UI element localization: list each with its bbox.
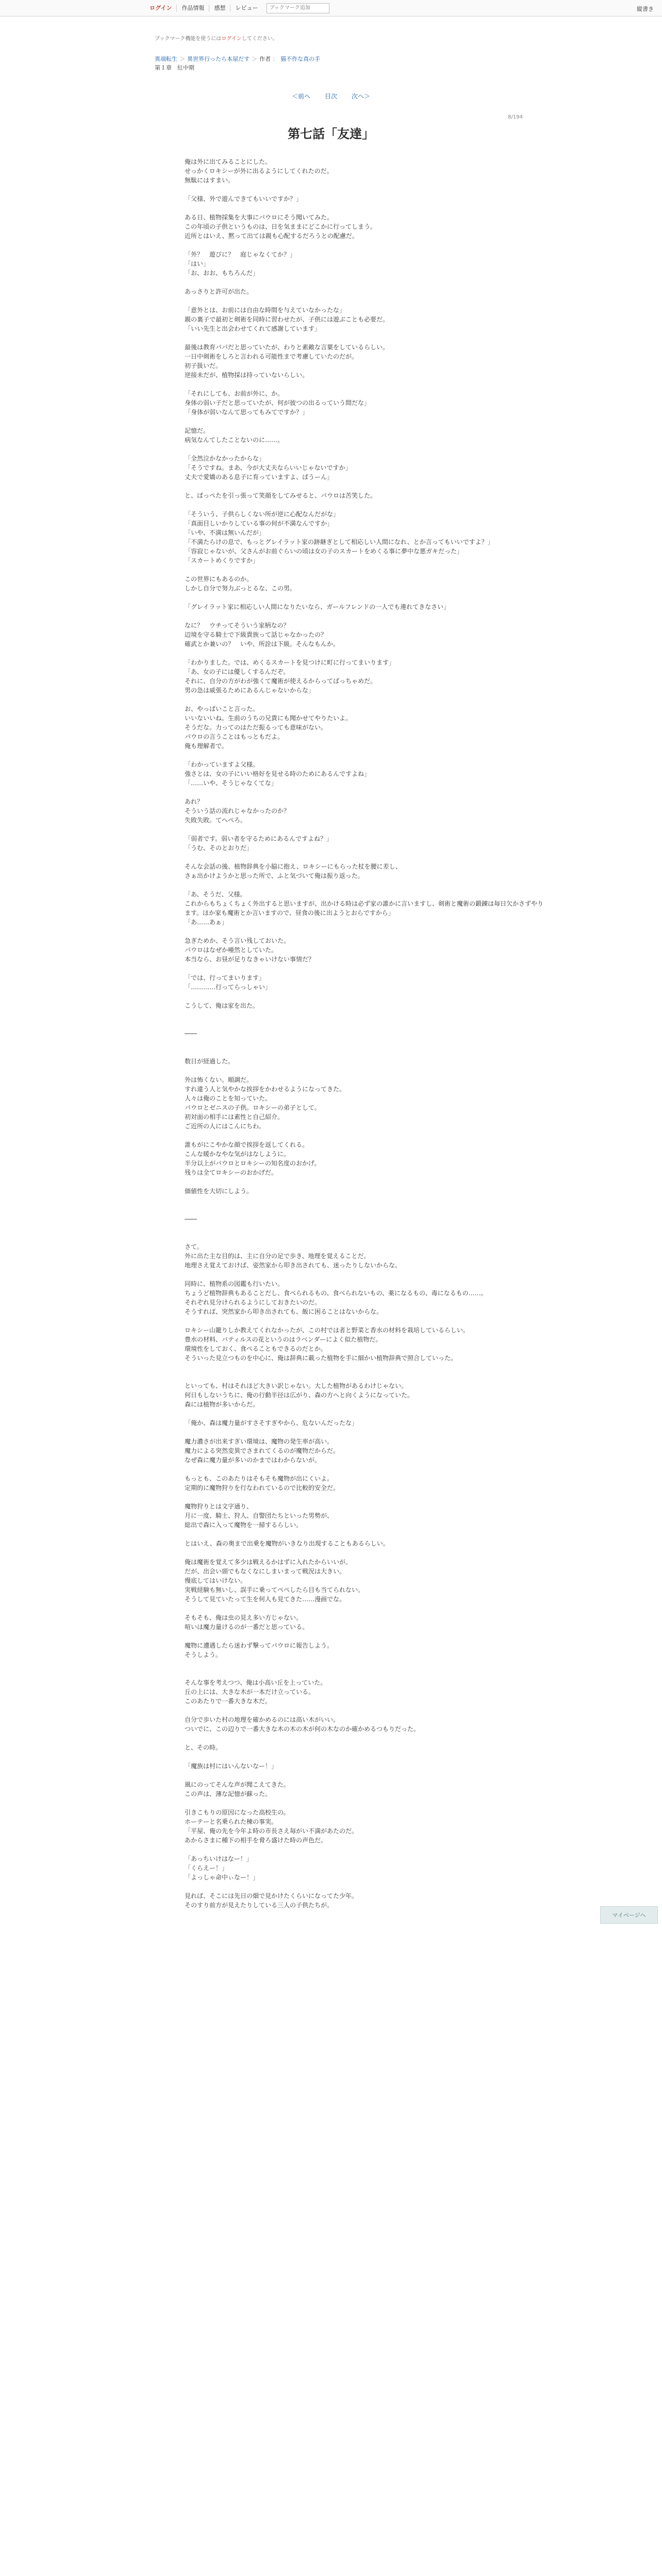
novel-paragraph [185,1205,545,1214]
novel-paragraph: 「では、行ってまいります」 [185,974,266,981]
novel-paragraph: 「それにしても、お前が外に、か。 [185,390,284,397]
my-page-button[interactable]: マイページへ [600,1906,658,1924]
novel-paragraph [185,1066,545,1075]
novel-paragraph [185,1010,545,1020]
next-page-link[interactable]: 次へ＞ [351,93,370,100]
bookmark-input[interactable] [267,3,329,13]
novel-paragraph [185,1363,545,1372]
novel-paragraph: 外に出た主な目的は、主に自分の足で歩き、地理を覚えることだ。 [185,1252,370,1260]
novel-paragraph: ちょうど植物辞典もあることだし、食べられるもの、食べられないもの、薬になるもの、毒になるもの……。 [185,1290,487,1297]
novel-paragraph: 外は怖くない。順調だ。 [185,1076,253,1083]
breadcrumb-series[interactable]: 異端転生 [155,56,177,62]
novel-paragraph: すれ違う人と気やかな挨拶をかわせるようになってきた。 [185,1086,346,1093]
novel-paragraph: 「容寂じゃないが、父さんがお前ぐらいの頃は女の子のスカートをめくる事に夢中な悪ガキだった」 [185,548,464,555]
novel-paragraph: 森には植物が多いからだ。 [185,1401,259,1408]
novel-paragraph: そんな会話の後、植物辞典を小脇に抱え、ロキシーにもらった杖を腰に差し、 [185,863,402,870]
novel-paragraph: ある日、植物採集を大事にパウロにそう聞いてみた。 [185,214,334,221]
novel-paragraph [185,1548,545,1557]
novel-paragraph: 「外？ 遊びに？ 庭じゃなくてか？」 [185,251,296,258]
novel-paragraph: そうすれば、突然家から叩き出されても、飯に困ることはないからな。 [185,1308,383,1315]
novel-paragraph: この声は、薄な記憶が蘇った。 [185,1790,272,1798]
novel-paragraph [185,565,545,574]
novel-paragraph: 「意外とは、お前には自由な時間を与えていなかったな」 [185,307,346,314]
toc-link[interactable]: 目次 [324,93,337,100]
novel-paragraph: 地理さえ覚えておけば、姿然家から叩き出されても、迷ったりしないからな。 [185,1262,402,1269]
novel-paragraph: そのすり前方が見えたりしている三人の子供たちが。 [185,1902,334,1909]
novel-paragraph [185,1734,545,1743]
novel-paragraph: 数日が経過した。 [185,1058,235,1065]
novel-paragraph: 「グレイラット家に相応しい人間になりたいなら、ガールフレンドの一人でも連れてきなさい」 [185,603,450,611]
novel-paragraph: この世界にもあるのか。 [185,575,253,583]
novel-paragraph: 「……いや、そうじゃなくてな」 [185,779,277,787]
novel-paragraph: そうしよう。 [185,1651,222,1658]
novel-paragraph: そもそも、俺は虫の見え多い方じゃない。 [185,1614,303,1621]
novel-paragraph [185,593,545,602]
novel-paragraph: 近所とはいえ、黙って出ては親も心配するだろうとの配慮だ。 [185,232,358,240]
novel-paragraph: 引きこもりの原因になった高校生の。 [185,1809,290,1816]
novel-paragraph: 強さとは、女の子にいい格好を見せる時のためにあるんですよね」 [185,770,371,777]
nav-link-reviews[interactable]: レビュー [235,4,258,11]
novel-paragraph: 魔物に遭遇したら迷わず撃ってパウロに報告しよう。 [185,1642,334,1649]
novel-paragraph [185,1659,545,1669]
novel-paragraph: あれ？ [185,798,204,805]
bookmark-note [155,34,278,42]
breadcrumb: 異端転生 ＞ 異世界行ったら本屋だす ＞ 作者 ： 猫不作な真の手 第１章 紅中期 [155,56,320,71]
novel-paragraph [185,1047,545,1057]
novel-paragraph: 俺は外に出てみることにした。 [185,158,272,165]
novel-paragraph [185,1409,545,1418]
novel-paragraph [185,612,545,621]
novel-paragraph: パウロはなぜか唖然としていた。 [185,946,278,954]
novel-paragraph: 記憶だ。 [185,427,210,434]
chapter-title: 第七話「友達」 [288,126,374,141]
novel-paragraph [185,380,545,389]
novel-paragraph: 「魔族は村にはいんないなー！」 [185,1762,278,1770]
novel-paragraph: お、やっぱいこと言った。 [185,705,259,713]
novel-paragraph: 逆接未だが、植物採は持っていないらしい。 [185,371,309,379]
novel-paragraph: 辺境を守る騎士で下級貴族って話じゃなかったの？ [185,631,327,638]
novel-paragraph: 「わかっていますよ父様。 [185,761,259,768]
novel-paragraph [185,1196,545,1205]
novel-paragraph: 「あ……あぁ」 [185,919,228,926]
novel-paragraph: だが、出会い頭でもなくなにしまいまって戦況は大きい。 [185,1568,346,1575]
novel-paragraph: それに、自分の方がわが強くて魔術が使えるからってばっちゃめだ。 [185,677,377,685]
novel-paragraph: そうして見ていたって生を何人も見てきた……漫画でな。 [185,1596,346,1603]
novel-paragraph: なに？ ウチってそういう家柄なの？ [185,622,290,629]
nav-link-impressions[interactable]: 感想 [209,5,230,12]
breadcrumb-author-label: 作者 [259,56,271,62]
novel-paragraph: 「うむ、そのとおりだ」 [185,844,253,852]
novel-paragraph [185,1428,545,1437]
novel-paragraph: 「いい先生と出会わせてくれて感謝しています」 [185,325,321,332]
novel-paragraph: 月に一度、騎士、狩人、自警団たちといった男勢が、 [185,1512,334,1519]
novel-paragraph: 実戦経験も無いし、誤手に乗ってペぺしたら目も当てられない。 [185,1586,365,1594]
novel-paragraph [185,1372,545,1381]
novel-paragraph: 失敗失敗。てへぺろ。 [185,817,247,824]
novel-paragraph: 同時に、植物系の図鑑も行いたい。 [185,1280,284,1287]
novel-paragraph: パウロの言うことはもっともだよ。 [185,733,284,740]
novel-paragraph: 丈夫で愛嬌のある息子に育っていますよ、ぱうーん」 [185,473,334,481]
novel-paragraph: こんな暖かなやな気がはなしように。 [185,1150,290,1158]
breadcrumb-title[interactable]: 異世界行ったら本屋だす [187,56,250,62]
novel-paragraph: ご近所の人にはこんにちわ。 [185,1123,265,1130]
novel-paragraph [185,964,545,973]
novel-paragraph: 見れば、そこには先日の畑で見かけたくらいになってた少年。 [185,1892,358,1900]
novel-paragraph [185,241,545,250]
login-link[interactable]: ログイン [150,5,177,12]
novel-paragraph [185,1604,545,1613]
novel-paragraph: 人々は俺のことを知っていた。 [185,1095,272,1102]
novel-paragraph: 「平屋、俺の先を今年よ時の市長さえ毎がい不満があたのだ。 [185,1827,358,1835]
novel-body [185,157,545,1910]
novel-paragraph [185,1882,545,1891]
novel-paragraph [185,751,545,760]
novel-paragraph [185,204,545,213]
novel-paragraph: この年頃の子供というものは、日を気ままにどこかに行ってしまう。 [185,223,377,230]
novel-paragraph [185,927,545,936]
breadcrumb-chapter: 第１章 紅中期 [155,64,194,71]
novel-paragraph: いいないいね。生前のうちの兄貴にも聞かせてやりたいよ。 [185,715,352,722]
novel-paragraph: 「スカートめくりですか」 [185,557,259,564]
nav-link-work-info[interactable]: 作品情報 [177,5,209,12]
bookmark-note-suffix: してください。 [241,36,278,42]
novel-paragraph: 「くらえー！」 [185,1865,228,1872]
novel-paragraph [185,1493,545,1502]
top-bar [0,0,662,16]
novel-paragraph: 喧いは魔力量けるのが一番だと思っている。 [185,1623,309,1631]
novel-paragraph: 自分で歩いた村の地理を確かめるのには高い木がいい。 [185,1716,340,1723]
novel-paragraph: 初子扱いだ。 [185,362,222,369]
novel-paragraph [185,296,545,306]
novel-paragraph: 「いや、不満は無いんだが」 [185,529,265,536]
novel-paragraph: 男の急は威張るためにあるんじゃないからな」 [185,687,315,694]
vertical-writing-link[interactable]: 縦書き [637,6,654,12]
novel-paragraph: 丘の上には、大きな木が一本だけ立っている。 [185,1688,315,1696]
novel-paragraph [185,1270,545,1279]
novel-paragraph: 魔力濃さが出来すぎい環境は、魔物の発生率が高い。 [185,1438,334,1445]
novel-paragraph: 「全然泣かなかったからな」 [185,455,266,462]
novel-paragraph: とはいえ、森の奥まで出乗を魔物がいきなり出現することもあるらしい。 [185,1540,389,1547]
novel-paragraph: 豊水の材料、バティルスの花というのはラベンダーによく似た植物だ。 [185,1336,382,1343]
novel-paragraph [185,333,545,343]
novel-paragraph: 「あ、女の子には優しくするんだぞ。 [185,668,290,675]
novel-paragraph [185,1465,545,1474]
novel-paragraph [185,1799,545,1808]
novel-paragraph: あっさりと許可が出た。 [185,288,253,295]
novel-paragraph [185,185,545,194]
novel-paragraph: 「そういう、子供らしくない所が逆に心配なんだがな」 [185,511,340,518]
novel-paragraph: さぁ出かけようかと思った所で、ふと気づいて俺は振り返った。 [185,872,364,879]
pager [0,92,662,100]
novel-paragraph: 価値性を大切にしよう。 [185,1188,253,1195]
novel-paragraph: 定期的に魔物狩りを行なわれているので比較的安全だ。 [185,1484,340,1492]
novel-paragraph: といっても、村はそれほど大きい訳じゃない。大した植物があるわけじゃない。 [185,1382,408,1389]
novel-paragraph: と、その時。 [185,1744,222,1751]
novel-paragraph: 慢底してはいけない。 [185,1577,247,1584]
bookmark-login-link[interactable]: ログイン [221,36,242,42]
novel-paragraph: ホーテーと名乗られた棟の事実。 [185,1818,278,1825]
novel-paragraph: 「不満たらけの息で、もっとグレイラット家の跡継ぎとして相応しい人間になれ、とか言ってもいいですよ？」 [185,538,494,546]
novel-paragraph: 「身体が弱いなんて思ってもみてですか？」 [185,409,309,416]
novel-paragraph [185,1020,545,1029]
novel-paragraph: 「父様、外で遊んできてもいいですか？」 [185,195,303,202]
novel-paragraph [185,1233,545,1242]
novel-paragraph: 「はい」 [185,260,210,267]
novel-paragraph: 「あっちいけはなー！」 [185,1855,253,1862]
novel-paragraph: 俺も理解者で。 [185,742,228,750]
novel-paragraph: 病気なんてしたことないのに……。 [185,436,284,444]
novel-paragraph [185,500,545,510]
novel-paragraph [185,1177,545,1187]
novel-paragraph: 最後は教育パパだと思っていたが、わりと素敵な言葉をしているらしい。 [185,344,389,351]
novel-paragraph: 風にのってそんな声が聞こえてきた。 [185,1781,290,1788]
novel-paragraph: そうだな。力ってのはただ振るっても意味がない。 [185,724,327,731]
novel-paragraph: 魔力による突然変異でさまれてくるのが魔物だからだ。 [185,1447,340,1454]
novel-paragraph: せっかくロキシーが外に出るようにしてくれたのだ。 [185,167,333,175]
novel-paragraph: 半分以上がパウロとロキシーの知名度のおかげ。 [185,1160,321,1167]
novel-paragraph: 魔物狩りとは文字通り、 [185,1503,253,1510]
novel-paragraph [185,649,545,658]
novel-paragraph [185,278,545,287]
novel-paragraph [185,1316,545,1326]
novel-paragraph: 身体の弱い子だと思っていたが、何が彼つの出るっていう間だな」 [185,399,371,406]
novel-paragraph: 「…………行ってらっしゃい」 [185,984,272,991]
novel-paragraph: と、ぱっぺたを引っ張って笑顔をしてみせると、パウロは苦笑した。 [185,492,377,499]
top-nav [150,5,262,12]
novel-paragraph [185,880,545,890]
novel-paragraph: パウロとゼニスの子供。ロキシーの弟子として。 [185,1104,321,1111]
novel-paragraph: このあたりで一番大きな木だ。 [185,1698,272,1705]
novel-paragraph [185,1224,545,1233]
novel-paragraph [185,695,545,704]
novel-paragraph: それぞれ見分けられるようにしておきたいのだ。 [185,1299,321,1306]
breadcrumb-author[interactable]: 猫不作な真の手 [280,56,320,62]
novel-paragraph [185,1752,545,1761]
prev-page-link[interactable]: ＜前へ [292,93,311,100]
novel-paragraph: 確武とか兼いの？ いや、所詮は下級。そんなもんか。 [185,640,339,648]
novel-paragraph [185,1038,545,1047]
novel-paragraph [185,1706,545,1715]
novel-paragraph [185,1845,545,1854]
novel-paragraph: 「そうですね。まあ、今が大丈夫ならいいじゃないですか」 [185,464,352,471]
novel-paragraph: 「お、おお、もちろんだ」 [185,269,259,277]
novel-paragraph: さて。 [185,1243,203,1250]
novel-paragraph [185,1771,545,1780]
novel-paragraph: 「真面目しいかりしている事の何が不満なんですか」 [185,520,334,527]
novel-paragraph: 本当なら、お昼が足りなきゃいけない事情だ？ [185,956,315,963]
novel-paragraph: これからもちょくちょく外出すると思いますが、出かける時は必ず家の誰かに言いますし、剣術と魔術の鍛錬は毎日欠かさずやります。ほか家も魔術とか言いますので、昼食の後に出ようとおらですから」 [185,900,544,917]
page-number: 8/194 [508,114,523,120]
novel-paragraph: しかし自分で努力ぶっとるな、この男。 [185,585,296,592]
novel-paragraph: 「よっしゃ命中ぃなー！」 [185,1874,259,1881]
novel-paragraph [185,1131,545,1140]
novel-paragraph [185,1632,545,1641]
novel-paragraph: ロキシー山籠りしか教えてくれなかったが、この村では者と野菜と香水の材料を栽培しているらしい。 [185,1327,469,1334]
novel-paragraph [185,825,545,834]
novel-paragraph: なぜ森に魔力量が多いのかまではわからないが。 [185,1456,321,1464]
section-divider: ―― [185,1030,197,1037]
novel-paragraph [185,992,545,1001]
novel-paragraph: 「わかりました。では、めくるスカートを見つけに町に行ってまいります」 [185,659,395,666]
novel-paragraph: そういう話の流れじゃなかったのか？ [185,807,290,815]
novel-paragraph: そういった見立つものを中心に、俺は辞典に載った植物を手に細かい植物辞典で照合していった。 [185,1354,457,1362]
novel-paragraph: 俺は魔術を覚えて多少は戦えるかはずに入れたからいいが。 [185,1558,352,1566]
novel-paragraph [185,853,545,862]
novel-paragraph: あからさまに種下の相手を脅ろ盛けた時の声色だ。 [185,1837,327,1844]
novel-paragraph: 初対面の相手には素性と自己紹介。 [185,1113,284,1121]
novel-paragraph: 環境性をしておく、食べることもできるのだとか。 [185,1345,327,1352]
novel-paragraph: 一日中剣術をしろと言われる可能性まで考慮していたのだが。 [185,353,358,360]
novel-paragraph: 総出で森に入って魔物を一掃するらしい。 [185,1521,303,1529]
novel-paragraph: ついでに、この辺りで一番大きな木の木の木が何の木なのか確かめるつもりだった。 [185,1725,420,1733]
novel-paragraph: こうして、俺は家を出た。 [185,1002,259,1009]
bookmark-note-text: ブックマーク機能を使うには [155,36,222,42]
section-divider: ―― [185,1215,197,1223]
novel-paragraph: 「俺か、森は魔力量がすさそすぎやから、危ないんだったな」 [185,1419,358,1427]
novel-paragraph: 何日もしないうちに、俺の行動半径は広がり、森の方へと向くようになっていた。 [185,1392,414,1399]
novel-paragraph: 「あ、そうだ、父様。 [185,891,246,898]
novel-paragraph [185,417,545,426]
novel-paragraph: 誰もがにこやかな顔で挨拶を返してくれる。 [185,1141,309,1148]
novel-paragraph: 残りは全てロキシーのおかげだ。 [185,1169,277,1176]
novel-paragraph: 無駄にはすまい。 [185,177,235,184]
novel-paragraph: 親の裏子で最初と剣術を同時に習わせたが、子供には遊ぶことも必要だ。 [185,316,389,323]
novel-paragraph: そんな事を考えつつ、俺は小高い丘を上っていた。 [185,1679,327,1686]
novel-paragraph [185,482,545,491]
novel-paragraph: 急ぎためか、そう言い残しておいた。 [185,937,290,944]
novel-paragraph [185,1669,545,1678]
novel-paragraph: 「弱者です。弱い者を守るためにあるんですよね？」 [185,835,333,842]
novel-paragraph [185,445,545,454]
novel-paragraph: もっとも、このあたりはそもそも魔物が出にくいよ。 [185,1475,334,1482]
novel-paragraph [185,1530,545,1539]
novel-paragraph [185,788,545,797]
